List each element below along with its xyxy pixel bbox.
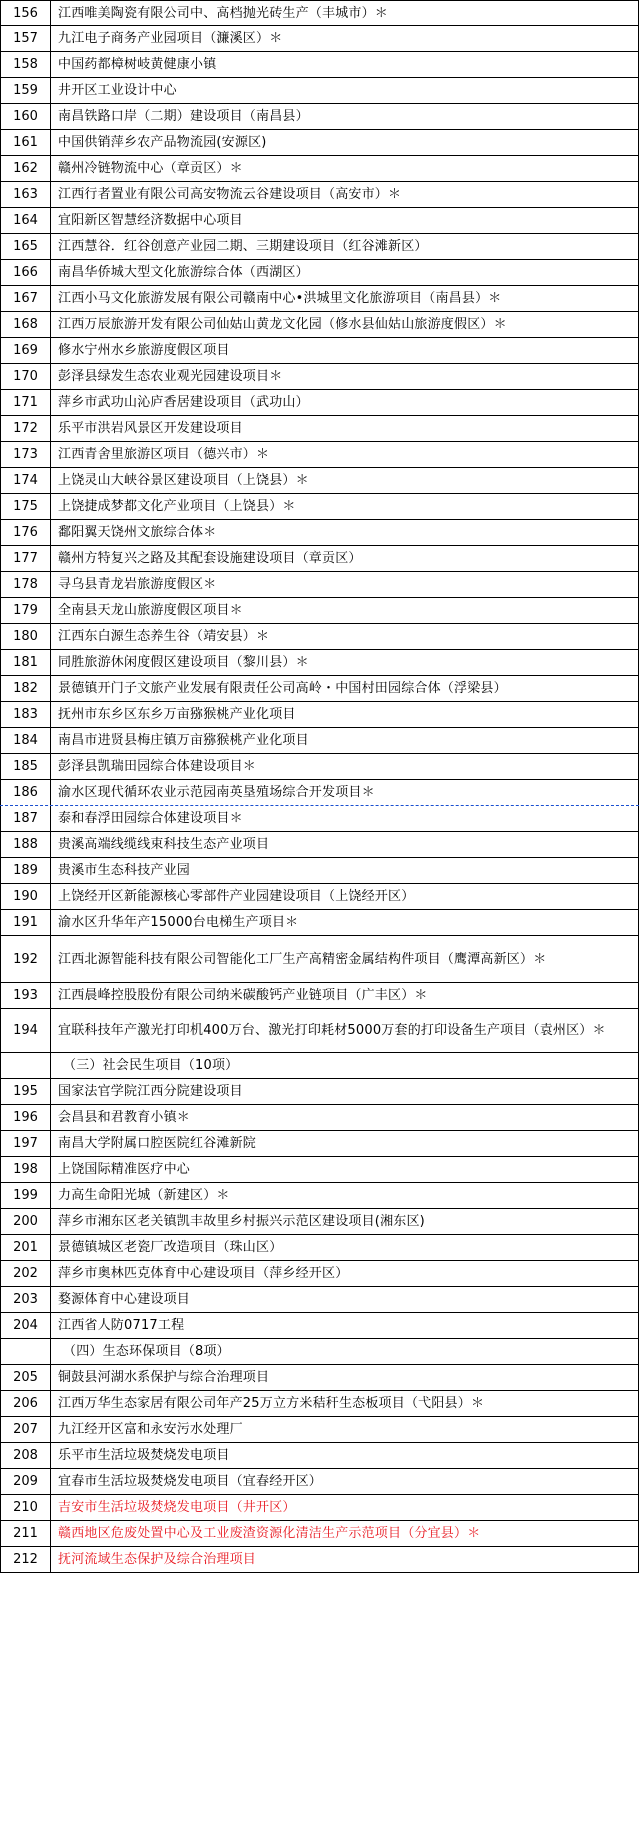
project-name: 萍乡市奥林匹克体育中心建设项目（萍乡经开区） bbox=[50, 1261, 639, 1286]
row-number: 196 bbox=[0, 1105, 50, 1130]
table-row bbox=[0, 754, 639, 780]
project-name: 萍乡市武功山沁庐香居建设项目（武功山） bbox=[50, 390, 639, 415]
project-name: 力高生命阳光城（新建区）＊ bbox=[50, 1183, 639, 1208]
row-number: 163 bbox=[0, 182, 50, 207]
row-number: 166 bbox=[0, 260, 50, 285]
project-name: 修水宁州水乡旅游度假区项目 bbox=[50, 338, 639, 363]
row-number: 198 bbox=[0, 1157, 50, 1182]
project-name: 江西慧谷．红谷创意产业园二期、三期建设项目（红谷滩新区） bbox=[50, 234, 639, 259]
project-name: 上饶经开区新能源核心零部件产业园建设项目（上饶经开区） bbox=[50, 884, 639, 909]
table-row bbox=[0, 598, 639, 624]
row-number: 164 bbox=[0, 208, 50, 233]
table-row bbox=[0, 983, 639, 1009]
row-number: 185 bbox=[0, 754, 50, 779]
section-title: （三）社会民生项目（10项） bbox=[50, 1053, 639, 1078]
row-number: 156 bbox=[0, 1, 50, 25]
row-number: 192 bbox=[0, 936, 50, 982]
table-row bbox=[0, 780, 639, 806]
row-number: 209 bbox=[0, 1469, 50, 1494]
project-name: 江西万辰旅游开发有限公司仙姑山黄龙文化园（修水县仙姑山旅游度假区）＊ bbox=[50, 312, 639, 337]
row-number: 210 bbox=[0, 1495, 50, 1520]
table-row bbox=[0, 1209, 639, 1235]
table-row bbox=[0, 104, 639, 130]
table-row bbox=[0, 546, 639, 572]
project-name: 江西唯美陶瓷有限公司中、高档抛光砖生产（丰城市）＊ bbox=[50, 1, 639, 25]
table-row bbox=[0, 130, 639, 156]
project-name: 宜联科技年产激光打印机400万台、激光打印耗材5000万套的打印设备生产项目（袁州区）＊ bbox=[50, 1009, 639, 1052]
row-number: 176 bbox=[0, 520, 50, 545]
project-name: 赣州冷链物流中心（章贡区）＊ bbox=[50, 156, 639, 181]
project-name: 鄱阳翼天饶州文旅综合体＊ bbox=[50, 520, 639, 545]
row-number: 197 bbox=[0, 1131, 50, 1156]
table-row bbox=[0, 208, 639, 234]
row-number: 199 bbox=[0, 1183, 50, 1208]
table-row bbox=[0, 338, 639, 364]
row-number: 181 bbox=[0, 650, 50, 675]
table-row bbox=[0, 1417, 639, 1443]
row-number: 172 bbox=[0, 416, 50, 441]
row-number: 193 bbox=[0, 983, 50, 1008]
table-row bbox=[0, 936, 639, 983]
section-header-row bbox=[0, 1053, 639, 1079]
project-name: 赣西地区危废处置中心及工业废渣资源化清洁生产示范项目（分宜县）＊ bbox=[50, 1521, 639, 1546]
project-name: 全南县天龙山旅游度假区项目＊ bbox=[50, 598, 639, 623]
project-name: 铜鼓县河湖水系保护与综合治理项目 bbox=[50, 1365, 639, 1390]
table-row bbox=[0, 1495, 639, 1521]
project-name: 宜春市生活垃圾焚烧发电项目（宜春经开区） bbox=[50, 1469, 639, 1494]
row-number: 200 bbox=[0, 1209, 50, 1234]
project-name: 渝水区现代循环农业示范园南英垦殖场综合开发项目＊ bbox=[50, 780, 639, 805]
row-number bbox=[0, 1053, 50, 1078]
table-row bbox=[0, 806, 639, 832]
row-number: 165 bbox=[0, 234, 50, 259]
table-row bbox=[0, 910, 639, 936]
table-row bbox=[0, 1131, 639, 1157]
table-row bbox=[0, 0, 639, 26]
project-name: 国家法官学院江西分院建设项目 bbox=[50, 1079, 639, 1104]
project-name: 吉安市生活垃圾焚烧发电项目（井开区） bbox=[50, 1495, 639, 1520]
row-number: 174 bbox=[0, 468, 50, 493]
table-row bbox=[0, 1009, 639, 1053]
project-name: 南昌大学附属口腔医院红谷滩新院 bbox=[50, 1131, 639, 1156]
project-name: 上饶国际精准医疗中心 bbox=[50, 1157, 639, 1182]
project-name: 中国供销萍乡农产品物流园(安源区) bbox=[50, 130, 639, 155]
row-number: 178 bbox=[0, 572, 50, 597]
project-name: 同胜旅游休闲度假区建设项目（黎川县）＊ bbox=[50, 650, 639, 675]
table-row bbox=[0, 520, 639, 546]
row-number: 168 bbox=[0, 312, 50, 337]
project-name: 乐平市洪岩风景区开发建设项目 bbox=[50, 416, 639, 441]
table-row bbox=[0, 1105, 639, 1131]
project-name: 南昌华侨城大型文化旅游综合体（西湖区） bbox=[50, 260, 639, 285]
row-number: 177 bbox=[0, 546, 50, 571]
project-name: 江西北源智能科技有限公司智能化工厂生产高精密金属结构件项目（鹰潭高新区）＊ bbox=[50, 936, 639, 982]
table-row bbox=[0, 182, 639, 208]
row-number: 179 bbox=[0, 598, 50, 623]
table-row bbox=[0, 1079, 639, 1105]
table-row bbox=[0, 260, 639, 286]
table-row bbox=[0, 650, 639, 676]
table-row bbox=[0, 1443, 639, 1469]
row-number: 162 bbox=[0, 156, 50, 181]
project-name: 宜阳新区智慧经济数据中心项目 bbox=[50, 208, 639, 233]
row-number: 169 bbox=[0, 338, 50, 363]
row-number: 184 bbox=[0, 728, 50, 753]
row-number: 160 bbox=[0, 104, 50, 129]
row-number: 190 bbox=[0, 884, 50, 909]
table-row bbox=[0, 1157, 639, 1183]
row-number: 158 bbox=[0, 52, 50, 77]
row-number: 167 bbox=[0, 286, 50, 311]
row-number bbox=[0, 1339, 50, 1364]
section-header-row bbox=[0, 1339, 639, 1365]
table-row bbox=[0, 312, 639, 338]
table-row bbox=[0, 416, 639, 442]
table-row bbox=[0, 364, 639, 390]
project-name: 寻乌县青龙岩旅游度假区＊ bbox=[50, 572, 639, 597]
row-number: 208 bbox=[0, 1443, 50, 1468]
table-row bbox=[0, 702, 639, 728]
table-row bbox=[0, 884, 639, 910]
table-row bbox=[0, 624, 639, 650]
row-number: 191 bbox=[0, 910, 50, 935]
row-number: 206 bbox=[0, 1391, 50, 1416]
row-number: 212 bbox=[0, 1547, 50, 1572]
project-name: 江西小马文化旅游发展有限公司赣南中心•洪城里文化旅游项目（南昌县）＊ bbox=[50, 286, 639, 311]
project-name: 会昌县和君教育小镇＊ bbox=[50, 1105, 639, 1130]
table-row bbox=[0, 468, 639, 494]
row-number: 157 bbox=[0, 26, 50, 51]
table-row bbox=[0, 1183, 639, 1209]
row-number: 188 bbox=[0, 832, 50, 857]
project-name: 赣州方特复兴之路及其配套设施建设项目（章贡区） bbox=[50, 546, 639, 571]
table-row bbox=[0, 1469, 639, 1495]
project-name: 贵溪高端线缆线束科技生态产业项目 bbox=[50, 832, 639, 857]
project-name: 九江经开区富和永安污水处理厂 bbox=[50, 1417, 639, 1442]
project-name: 江西青舍里旅游区项目（德兴市）＊ bbox=[50, 442, 639, 467]
table-row bbox=[0, 156, 639, 182]
table-row bbox=[0, 832, 639, 858]
table-row bbox=[0, 572, 639, 598]
project-name: 江西东白源生态养生谷（靖安县）＊ bbox=[50, 624, 639, 649]
row-number: 195 bbox=[0, 1079, 50, 1104]
row-number: 187 bbox=[0, 806, 50, 831]
table-row bbox=[0, 1235, 639, 1261]
table-row bbox=[0, 676, 639, 702]
row-number: 186 bbox=[0, 780, 50, 805]
project-name: 贵溪市生态科技产业园 bbox=[50, 858, 639, 883]
project-name: 南昌市进贤县梅庄镇万亩猕猴桃产业化项目 bbox=[50, 728, 639, 753]
row-number: 182 bbox=[0, 676, 50, 701]
project-name: 萍乡市湘东区老关镇凯丰故里乡村振兴示范区建设项目(湘东区) bbox=[50, 1209, 639, 1234]
table-row bbox=[0, 1547, 639, 1573]
project-name: 江西省人防0717工程 bbox=[50, 1313, 639, 1338]
table-row bbox=[0, 286, 639, 312]
table-row bbox=[0, 442, 639, 468]
project-name: 南昌铁路口岸（二期）建设项目（南昌县） bbox=[50, 104, 639, 129]
project-name: 景德镇开门子文旅产业发展有限责任公司高岭・中国村田园综合体（浮梁县） bbox=[50, 676, 639, 701]
project-name: 景德镇城区老瓷厂改造项目（珠山区） bbox=[50, 1235, 639, 1260]
row-number: 202 bbox=[0, 1261, 50, 1286]
row-number: 171 bbox=[0, 390, 50, 415]
row-number: 161 bbox=[0, 130, 50, 155]
project-name: 江西万华生态家居有限公司年产25万立方米秸秆生态板项目（弋阳县）＊ bbox=[50, 1391, 639, 1416]
table-row bbox=[0, 26, 639, 52]
row-number: 170 bbox=[0, 364, 50, 389]
project-name: 彭泽县凯瑞田园综合体建设项目＊ bbox=[50, 754, 639, 779]
project-name: 九江电子商务产业园项目（濂溪区）＊ bbox=[50, 26, 639, 51]
table-row bbox=[0, 234, 639, 260]
table-row bbox=[0, 1365, 639, 1391]
row-number: 194 bbox=[0, 1009, 50, 1052]
row-number: 211 bbox=[0, 1521, 50, 1546]
project-name: 上饶捷成梦都文化产业项目（上饶县）＊ bbox=[50, 494, 639, 519]
row-number: 204 bbox=[0, 1313, 50, 1338]
table-row bbox=[0, 1391, 639, 1417]
table-row bbox=[0, 52, 639, 78]
row-number: 175 bbox=[0, 494, 50, 519]
table-row bbox=[0, 494, 639, 520]
table-row bbox=[0, 78, 639, 104]
table-row bbox=[0, 1521, 639, 1547]
table-row bbox=[0, 858, 639, 884]
row-number: 207 bbox=[0, 1417, 50, 1442]
project-name: 婺源体育中心建设项目 bbox=[50, 1287, 639, 1312]
row-number: 201 bbox=[0, 1235, 50, 1260]
project-name: 上饶灵山大峡谷景区建设项目（上饶县）＊ bbox=[50, 468, 639, 493]
table-row bbox=[0, 1287, 639, 1313]
row-number: 189 bbox=[0, 858, 50, 883]
project-name: 渝水区升华年产15000台电梯生产项目＊ bbox=[50, 910, 639, 935]
row-number: 205 bbox=[0, 1365, 50, 1390]
project-name: 彭泽县绿发生态农业观光园建设项目＊ bbox=[50, 364, 639, 389]
project-name: 江西晨峰控股股份有限公司纳米碳酸钙产业链项目（广丰区）＊ bbox=[50, 983, 639, 1008]
table-row bbox=[0, 1261, 639, 1287]
row-number: 203 bbox=[0, 1287, 50, 1312]
table-row bbox=[0, 390, 639, 416]
table-row bbox=[0, 728, 639, 754]
project-name: 乐平市生活垃圾焚烧发电项目 bbox=[50, 1443, 639, 1468]
section-title: （四）生态环保项目（8项） bbox=[50, 1339, 639, 1364]
project-name: 井开区工业设计中心 bbox=[50, 78, 639, 103]
row-number: 183 bbox=[0, 702, 50, 727]
project-name: 江西行者置业有限公司高安物流云谷建设项目（高安市）＊ bbox=[50, 182, 639, 207]
row-number: 159 bbox=[0, 78, 50, 103]
table-row bbox=[0, 1313, 639, 1339]
project-name: 泰和春浮田园综合体建设项目＊ bbox=[50, 806, 639, 831]
row-number: 180 bbox=[0, 624, 50, 649]
project-name: 抚州市东乡区东乡万亩猕猴桃产业化项目 bbox=[50, 702, 639, 727]
row-number: 173 bbox=[0, 442, 50, 467]
project-name: 中国药都樟树岐黄健康小镇 bbox=[50, 52, 639, 77]
project-name: 抚河流域生态保护及综合治理项目 bbox=[50, 1547, 639, 1572]
